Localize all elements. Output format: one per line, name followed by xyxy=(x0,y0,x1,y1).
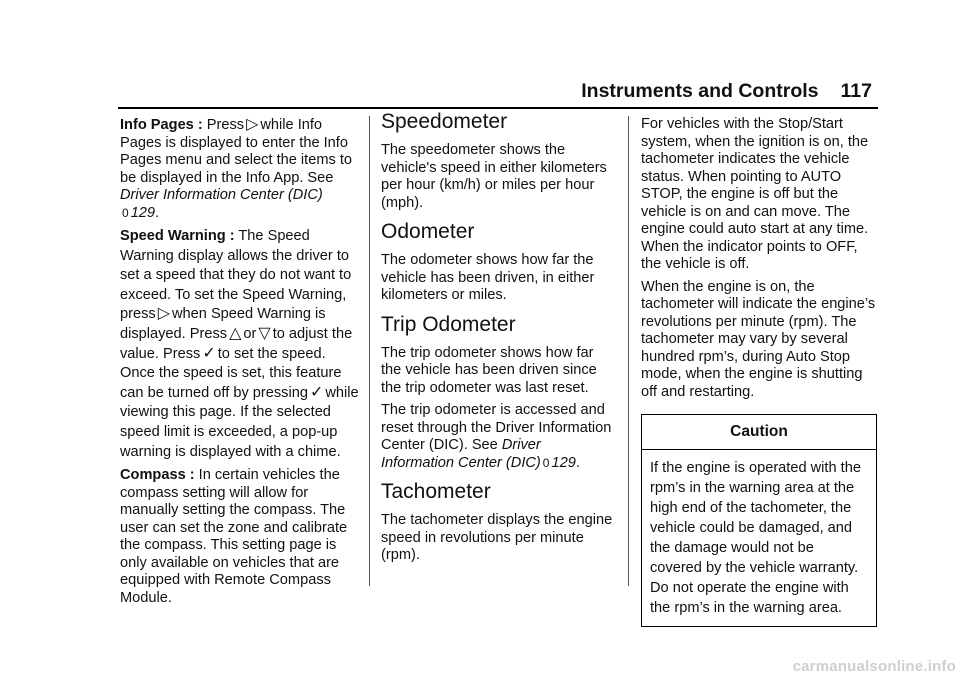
speedometer-paragraph: The speedometer shows the vehicle's speed in either kilometers per hour (km/h) or miles per hour (mph). xyxy=(381,142,607,211)
watermark: carmanualsonline.info xyxy=(792,658,956,675)
text: to set the speed. Once the speed is set, this feature can be turned off by pressing xyxy=(120,345,342,401)
column-middle xyxy=(381,110,613,570)
info-pages-label: Info Pages : xyxy=(120,117,203,133)
text: The trip odometer is accessed and reset through the Driver Information Center (DIC). See xyxy=(381,402,612,453)
text: while viewing this page. If the selected speed limit is exceeded, a pop-up warning is displayed with a chime. xyxy=(120,384,359,460)
text: . xyxy=(155,204,160,221)
caution-title: Caution xyxy=(642,415,876,450)
page-ref-link[interactable]: 129 xyxy=(551,454,576,471)
caution-text: If the engine is operated with the rpm’s in the warning area at the high end of the tachometer, the vehicle could be damaged, and the damage would not be covered by the vehicle warranty. Do not operate the engine with the rpm’s in the warning area. xyxy=(650,459,861,616)
tachometer-paragraph: The tachometer displays the engine speed in revolutions per minute (rpm). xyxy=(381,512,613,563)
odometer-paragraph: The odometer shows how far the vehicle has been driven, in either kilometers or miles. xyxy=(381,252,595,303)
page-header xyxy=(581,80,872,103)
trip-odometer-paragraph-2 xyxy=(381,402,613,472)
speed-warning-label: Speed Warning : xyxy=(120,228,235,244)
text: . xyxy=(575,454,580,471)
column-divider xyxy=(628,116,629,586)
compass-label: Compass : xyxy=(120,467,195,484)
dic-cross-reference-link[interactable]: Driver Information Center (DIC) xyxy=(381,437,541,471)
tachometer-heading: Tachometer xyxy=(381,480,491,503)
speedometer-heading: Speedometer xyxy=(381,110,508,133)
column-divider xyxy=(369,116,370,586)
trip-odometer-paragraph-1: The trip odometer shows how far the vehicle has been driven since the trip odometer was last reset. xyxy=(381,344,597,396)
info-pages-paragraph xyxy=(120,116,362,222)
text: The Speed Warning display allows the driver to set a speed that they do not want to exceed. To set the Speed Warning, press xyxy=(120,228,352,323)
caution-box xyxy=(641,414,877,627)
engine-on-paragraph: When the engine is on, the tachometer will indicate the engine’s revolutions per minute (rpm). The tachometer may vary by several hundred rpm’s, during Auto Stop mode, when the engine is shutting off and restarting. xyxy=(641,278,876,400)
text: to adjust the value. Press xyxy=(120,325,353,362)
down-arrow-icon: ▽ xyxy=(258,324,271,342)
check-icon: ✓ xyxy=(309,383,324,401)
section-title: Instruments and Controls xyxy=(581,80,819,102)
right-arrow-icon: ▷ xyxy=(157,305,170,323)
text: when Speed Warning is displayed. Press xyxy=(120,306,326,342)
compass-paragraph xyxy=(120,467,362,607)
page-ref-link[interactable]: 129 xyxy=(130,204,156,221)
text: or xyxy=(243,325,257,342)
odometer-heading: Odometer xyxy=(381,220,475,243)
speed-warning-paragraph xyxy=(120,227,362,462)
page-ref-arrow-icon: 0 xyxy=(542,455,550,470)
trip-odometer-heading: Trip Odometer xyxy=(381,312,516,336)
column-left xyxy=(120,116,362,612)
page-number: 117 xyxy=(840,80,872,102)
check-icon: ✓ xyxy=(202,344,216,362)
up-arrow-icon: △ xyxy=(229,324,242,342)
text: Press xyxy=(202,117,245,133)
column-right xyxy=(641,116,877,627)
text: In certain vehicles the compass setting will allow for manually setting the compass. The user can set the zone and calibrate the compass. This setting page is only available on vehicles that are equipped with Remote Compass Module. xyxy=(120,467,348,606)
header-rule xyxy=(118,107,878,109)
right-arrow-icon: ▷ xyxy=(246,116,259,133)
stop-start-paragraph: For vehicles with the Stop/Start system, when the ignition is on, the tachometer indicates the vehicle status. When pointing to AUTO STOP, the engine is off but the vehicle is on and can move. The engine could auto start at any time. When the indicator points to OFF, the vehicle is off. xyxy=(641,116,869,272)
page-ref-arrow-icon: 0 xyxy=(122,205,129,220)
text: while Info Pages is displayed to enter the Info Pages menu and select the items to be displayed in the Info App. See xyxy=(120,117,353,186)
dic-cross-reference-link[interactable]: Driver Information Center (DIC) xyxy=(120,187,323,203)
